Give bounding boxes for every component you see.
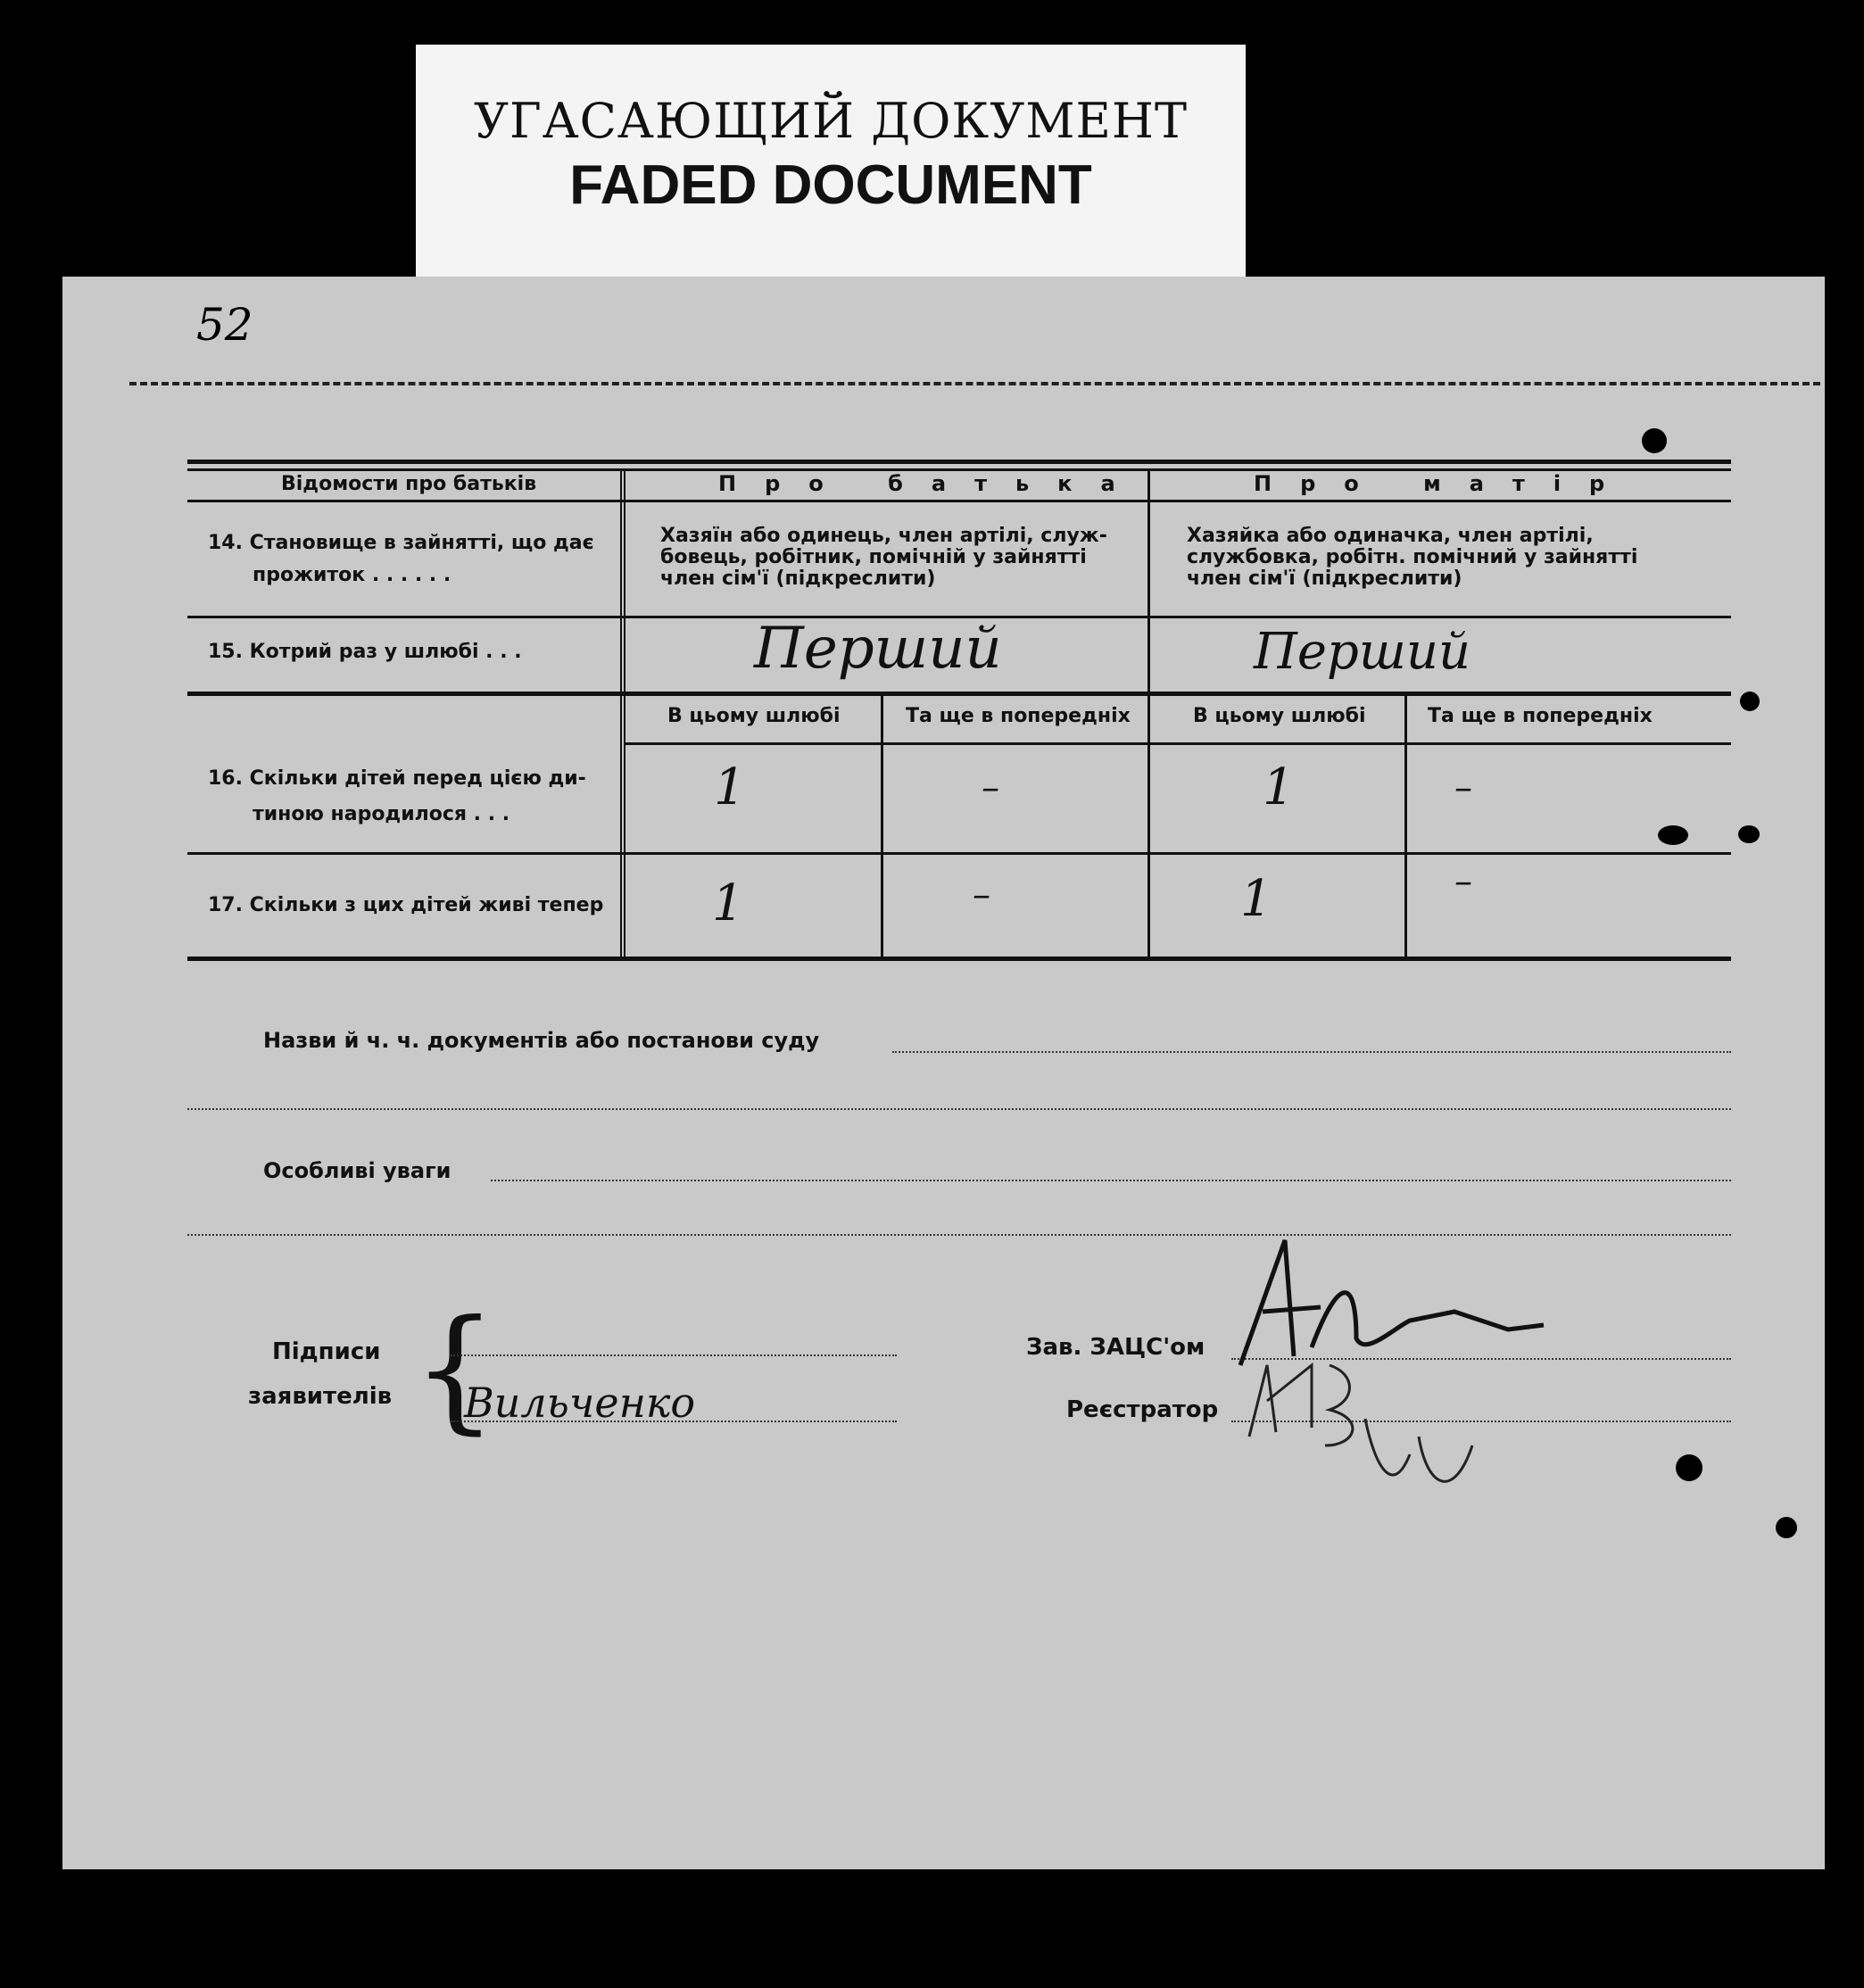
row16-mother-this-value: 1 (1263, 758, 1295, 816)
row15-mother-value: Перший (1254, 623, 1471, 681)
binder-hole (1740, 692, 1760, 711)
header-about-mother: Про матір (1254, 471, 1634, 496)
document-sheet (62, 277, 1825, 1869)
documents-line-2 (187, 1108, 1731, 1110)
row17-father-previous-value: – (973, 874, 990, 915)
row17-label: 17. Скільки з цих дітей живі тепер (208, 894, 604, 916)
label-russian: УГАСАЮЩИЙ ДОКУМЕНТ (473, 93, 1189, 149)
remarks-line-1 (491, 1180, 1731, 1181)
registrar-label: Реєстратор (1066, 1396, 1219, 1423)
row15-father-value: Перший (754, 616, 1002, 682)
perforation-line (129, 382, 1820, 385)
binder-hole (1776, 1517, 1797, 1538)
binder-hole (1738, 825, 1760, 843)
page-number: 52 (196, 299, 253, 351)
header-parents-info: Відомости про батьків (281, 473, 537, 495)
row16-father-previous-value: – (982, 767, 999, 808)
header-about-father: Про батька (718, 471, 1144, 496)
ink-blot (1658, 825, 1688, 845)
row14-mother-line1: Хазяйка або одиначка, член артілі, (1187, 525, 1594, 547)
row17-mother-previous-value: – (1454, 861, 1472, 902)
row14-father-line3: член сім'ї (підкреслити) (660, 567, 936, 590)
applicant-signature: Вильченко (464, 1379, 696, 1427)
row14-mother-line3: член сім'ї (підкреслити) (1187, 567, 1462, 590)
documents-line-1 (892, 1051, 1731, 1053)
row14-label-line2: прожиток . . . . . . (253, 564, 452, 586)
registrar-handwritten-signature (1240, 1347, 1526, 1544)
label-english: FADED DOCUMENT (569, 154, 1092, 216)
applicants-label-line2: заявителів (248, 1383, 393, 1410)
row14-father-line2: бовець, робітник, помічній у зайнятті (660, 546, 1087, 568)
row15-label: 15. Котрий раз у шлюбі . . . (208, 641, 522, 663)
head-of-registry-label: Зав. ЗАЦС'ом (1026, 1334, 1205, 1361)
row14-label-line1: 14. Становище в зайнятті, що дає (208, 532, 594, 554)
row16-label-line2: тиною народилося . . . (253, 803, 510, 825)
subheader-mother-this-marriage: В цьому шлюбі (1193, 705, 1366, 727)
row16-father-this-value: 1 (714, 758, 746, 816)
remarks-label: Особливі уваги (263, 1158, 452, 1183)
applicants-brace: { (412, 1292, 498, 1447)
subheader-father-this-marriage: В цьому шлюбі (667, 705, 841, 727)
subheader-father-previous: Та ще в попередніх (906, 705, 1131, 727)
documents-label: Назви й ч. ч. документів або постанови суду (263, 1028, 820, 1053)
applicant-signature-line-1 (451, 1354, 897, 1356)
row14-mother-line2: службовка, робітн. помічний у зайнятті (1187, 546, 1638, 568)
row17-mother-this-value: 1 (1240, 870, 1272, 928)
row16-mother-previous-value: – (1454, 767, 1472, 808)
row14-father-line1: Хазяїн або одинець, член артілі, служ- (660, 525, 1107, 547)
row17-father-this-value: 1 (712, 874, 744, 932)
faded-document-label (416, 45, 1246, 278)
subheader-mother-previous: Та ще в попередніх (1428, 705, 1653, 727)
binder-hole (1642, 428, 1667, 453)
row16-label-line1: 16. Скільки дітей перед цією ди- (208, 767, 586, 790)
binder-hole (1676, 1454, 1702, 1481)
applicants-label-line1: Підписи (272, 1338, 381, 1365)
